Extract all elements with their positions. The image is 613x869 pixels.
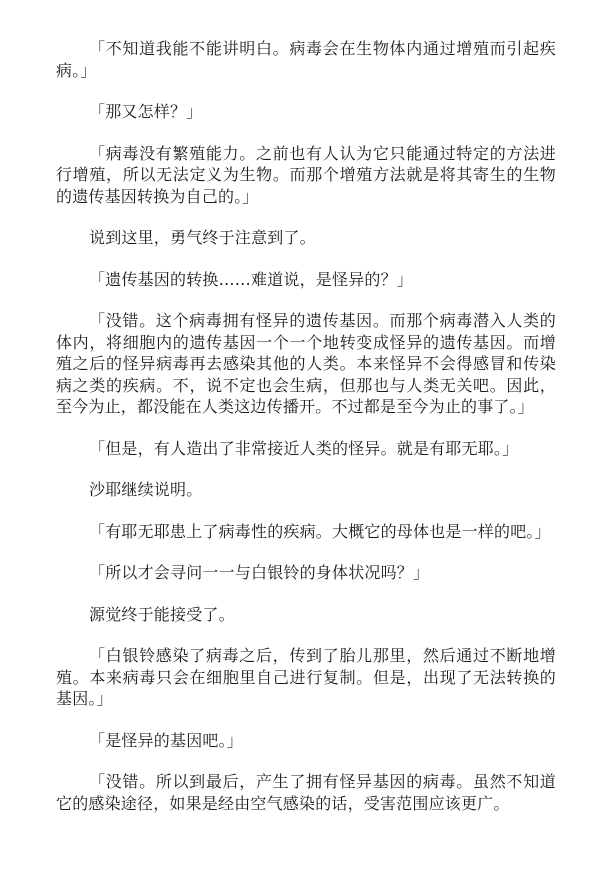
paragraph: 「病毒没有繁殖能力。之前也有人认为它只能通过特定的方法进行增殖，所以无法定义为生物。而那个增殖方法就是将其寄生的生物的遗传基因转换为自己的。」 bbox=[56, 143, 556, 206]
paragraph: 「没错。这个病毒拥有怪异的遗传基因。而那个病毒潜入人类的体内，将细胞内的遗传基因一个一个地转变成怪异的遗传基因。而增殖之后的怪异病毒再去感染其他的人类。本来怪异不会得感冒和传染病之类的疾病。不，说不定也会生病，但那也与人类无关吧。因此，至今为止，都没能在人类这边传播开。不过都是至今为止的事了。」 bbox=[56, 311, 556, 416]
paragraph: 「没错。所以到最后，产生了拥有怪异基因的病毒。虽然不知道它的感染途径，如果是经由空气感染的话，受害范围应该更广。 bbox=[56, 772, 556, 813]
paragraph: 「所以才会寻问一一与白银铃的身体状况吗？」 bbox=[89, 563, 430, 582]
paragraph: 「白银铃感染了病毒之后，传到了胎儿那里，然后通过不断地增殖。本来病毒只会在细胞里自己进行复制。但是，出现了无法转换的基因。」 bbox=[56, 646, 556, 708]
paragraph: 「不知道我能不能讲明白。病毒会在生物体内通过增殖而引起疾病。」 bbox=[56, 39, 556, 80]
book-page bbox=[56, 38, 556, 853]
paragraph: 「但是，有人造出了非常接近人类的怪异。就是有耶无耶。」 bbox=[89, 438, 519, 458]
paragraph: 沙耶继续说明。 bbox=[89, 480, 203, 499]
paragraph: 「遗传基因的转换……难道说，是怪异的？」 bbox=[89, 269, 414, 289]
paragraph: 源觉终于能接受了。 bbox=[89, 604, 235, 624]
paragraph: 「有耶无耶患上了病毒性的疾病。大概它的母体也是一样的吧。」 bbox=[89, 521, 551, 541]
paragraph: 「是怪异的基因吧。」 bbox=[89, 730, 244, 750]
paragraph: 「那又怎样？」 bbox=[89, 102, 203, 121]
paragraph: 说到这里，勇气终于注意到了。 bbox=[89, 228, 316, 247]
